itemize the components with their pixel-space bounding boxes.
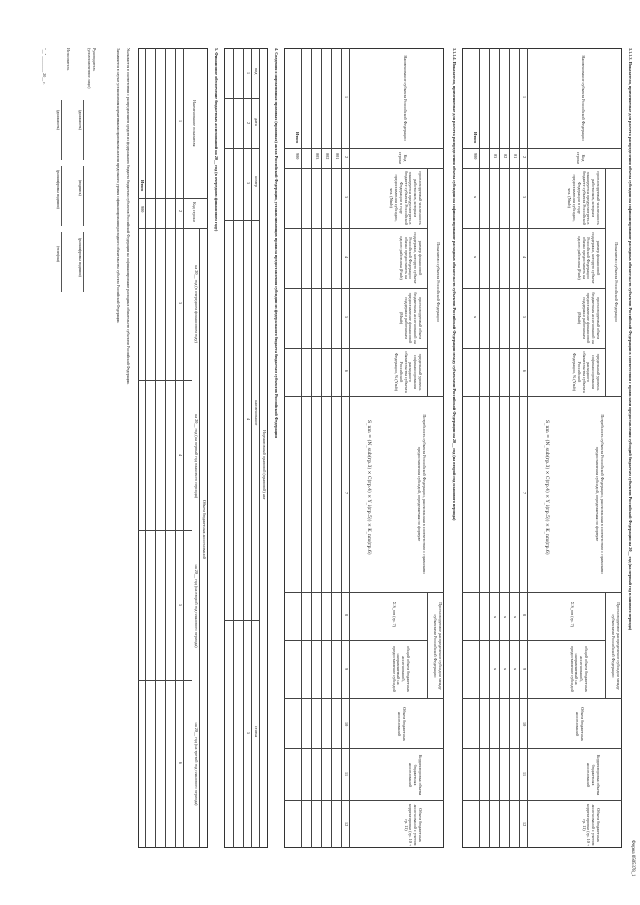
s2-col-group: Показатели субъекта Российской Федерации	[436, 242, 441, 322]
s1-total-x: x	[473, 256, 478, 259]
s1-num-5: 5	[522, 316, 527, 319]
sig-name: (расшифровка подписи)	[78, 238, 82, 277]
sig-signature: (подпись)	[78, 180, 82, 196]
s1-num-7: 7	[522, 492, 527, 495]
section4-title: 5. Финансовое обеспечение бюджетных ассигнований на 20__ год (в очередном финансовом году)	[214, 48, 219, 232]
s1-total-x: x	[473, 196, 478, 199]
s1-row-code: 03	[493, 154, 498, 159]
s2-num-5: 5	[344, 316, 349, 319]
s4-num-1: 1	[178, 120, 183, 123]
s1-col-c11: Корректировка объема бюджетных ассигнований	[586, 754, 601, 796]
s4-col-code: Код строки	[192, 202, 197, 222]
s2-col-c7: Потребность субъекта Российской Федерации, рассчитанная в соответствии с правилами предоставления субсидий, определяемая по формуле	[417, 414, 427, 574]
s4-group: Объем бюджетных ассигнований	[202, 500, 207, 560]
s1-col-c3: прогнозируемый численность работников, которым планируется предусмотреть в бюджете субъекта Российской Федерации в году предоставления субсидии, чел. (Nsub)	[567, 171, 601, 225]
s1-num-6: 6	[522, 370, 527, 373]
s2-col-c3: прогнозируемый численность работников, которым планируется предусмотреть в бюджете субъекта Российской Федерации в году предоставления субсидии, чел. (Nsub)	[389, 171, 423, 225]
s4-period-3: на 20__ год (на второй год планового периода)	[194, 564, 199, 648]
s1-row-x: x	[513, 616, 518, 619]
s1-col-dist: Прогнозируемое распределение субсидии между субъектами Российской Федерации	[611, 602, 621, 690]
s1-num-1: 1	[522, 96, 527, 99]
s2-num-12: 12	[344, 822, 349, 827]
s2-num-1: 1	[344, 96, 349, 99]
s3-col-vid: вид	[254, 68, 259, 75]
s3-num-2: 2	[246, 122, 251, 125]
s1-num-9: 9	[522, 668, 527, 671]
s2-col-c8: Σ S_nm (гр. 7)	[392, 602, 397, 628]
s1-row-code: 01	[513, 154, 518, 159]
section3-title: 4. Сведения о нормативных правовых (правовых) актах Российской Федерации, устанавливающих правила предоставления субсидии из федерального бюджета бюджетам субъектов Российской Федерации	[274, 48, 279, 438]
sig-position: (должность)	[78, 110, 82, 130]
s3-col-article: статья	[254, 726, 259, 738]
s2-num-10: 10	[344, 722, 349, 727]
footnote-2: Заполняется в случае установления нормативными правовыми актами предельного уровня софинансирования расходного обязательства субъекта Российской Федерации.	[116, 48, 120, 324]
s1-num-3: 3	[522, 196, 527, 199]
section2-title: 3.1.1.4. Показатели, применяемые для расчета распределения объема субсидии на софинансирование расходных обязательств субъектов Российской Федерации между субъектами Российской Федерации на 20__ год (на второй год планового периода)	[452, 48, 457, 521]
s1-col-c4: размер финансовой поддержки, которую субъект Российской Федерации обязан предоставить на одного работника (Fsub)	[576, 232, 601, 284]
s2-num-8: 8	[344, 614, 349, 617]
s2-col-dist: Прогнозируемое распределение субсидии между субъектами Российской Федерации	[433, 602, 443, 690]
s1-col-name: Наименование субъекта Российской Федерации	[581, 55, 586, 141]
s1-total-x: x	[473, 316, 478, 319]
s2-row-code: 003	[315, 153, 320, 160]
s1-row-x: x	[503, 668, 508, 671]
sig-head-label: Руководитель (уполномоченное лицо)	[87, 48, 97, 89]
s4-period-4: на 20__ год (на третий год планового периода)	[194, 722, 199, 806]
s2-row-code: 002	[325, 153, 330, 160]
s1-num-8: 8	[522, 614, 527, 617]
s1-col-c8: Σ S_nm (гр. 7)	[570, 602, 575, 628]
s4-num-5: 5	[178, 604, 183, 607]
s2-col-c5: прогнозируемый объем бюджетных ассигнований на предоставление финансовой поддержки работникам (Msub)	[398, 292, 423, 344]
s3-col-name: наименование	[254, 400, 259, 426]
s1-row-code: 02	[503, 154, 508, 159]
s1-col-c12: Объем бюджетных ассигнований с учетом корректировки (гр. 10 + гр. 11)	[581, 803, 601, 847]
s3-group: Нормативный правовой (правовой) акт	[262, 430, 267, 500]
s2-row-code: 001	[335, 153, 340, 160]
s2-num-2: 2	[344, 156, 349, 159]
s2-col-name: Наименование субъекта Российской Федерации	[403, 55, 408, 141]
s4-period-1: на 20__ год (в очередном финансовом году)	[194, 265, 199, 343]
s2-num-11: 11	[344, 772, 349, 777]
s1-total-code: 900	[473, 153, 478, 160]
s4-period-2: на 20__ год (на первый год планового периода)	[194, 413, 199, 499]
s3-num-1: 1	[246, 72, 251, 75]
s1-row-x: x	[493, 668, 498, 671]
s4-col-name: Наименование показателя	[192, 100, 197, 147]
s1-row-x: x	[513, 668, 518, 671]
s2-num-6: 6	[344, 370, 349, 373]
s2-col-c4: размер финансовой поддержки, которую субъект Российской Федерации обязан предоставить на одного работника (Fsub)	[398, 232, 423, 284]
sig-exec-position: (должность)	[56, 110, 60, 130]
s1-col-c9: общий объем бюджетных ассигнований, направляемый на предоставление субсидий	[569, 645, 589, 692]
s1-num-12: 12	[522, 822, 527, 827]
s4-num-2: 2	[178, 210, 183, 213]
s3-num-4: 4	[246, 418, 251, 421]
s2-col-c9: общий объем бюджетных ассигнований, направляемый на предоставление субсидий	[391, 645, 411, 692]
s2-total-label: Итого	[295, 132, 300, 144]
s2-col-c12: Объем бюджетных ассигнований с учетом корректировки (гр. 10 + гр. 11)	[403, 803, 423, 847]
s1-num-10: 10	[522, 722, 527, 727]
sig-exec-phone: (телефон)	[56, 246, 60, 262]
s2-num-4: 4	[344, 256, 349, 259]
s2-total-code: 900	[295, 153, 300, 160]
s4-num-3: 3	[178, 302, 183, 305]
s3-col-number: номер	[254, 176, 259, 187]
s1-col-code: Код строки	[576, 151, 586, 165]
s2-num-9: 9	[344, 668, 349, 671]
s1-col-c5: прогнозируемый объем бюджетных ассигнований на предоставление финансовой поддержки работникам (Msub)	[576, 292, 601, 344]
s4-num-4: 4	[178, 454, 183, 457]
s3-col-date: дата	[254, 118, 259, 126]
s2-col-c10: Объем бюджетных ассигнований	[397, 707, 407, 741]
s2-num-7: 7	[344, 492, 349, 495]
s2-formula: S_nm = (N_sub(гр.3) × C(гр.4) × Y_i(гр.5)) × K_nm(гр.6)	[366, 420, 371, 555]
s4-num-6: 6	[178, 762, 183, 765]
s1-num-4: 4	[522, 256, 527, 259]
s1-col-c7: Потребность субъекта Российской Федерации, рассчитанная в соответствии с правилами предоставления субсидий, определяемая по формуле	[595, 414, 605, 574]
s1-total-label: Итого	[473, 132, 478, 144]
s1-formula: S_nm = (N_sub(гр.3) × C(гр.4) × Y_i(гр.5)) × K_nm(гр.6)	[544, 420, 549, 555]
s2-num-3: 3	[344, 196, 349, 199]
form-code: Форма 0505378_1	[630, 840, 635, 877]
sig-executor-label: Исполнитель	[66, 48, 71, 71]
s2-col-code: Код строки	[398, 151, 408, 165]
s1-row-x: x	[493, 616, 498, 619]
s4-total-code: 900	[140, 206, 145, 213]
s1-num-11: 11	[522, 772, 527, 777]
sig-exec-name: (расшифровка подписи)	[56, 170, 60, 209]
s4-total-label: Итого	[140, 180, 145, 192]
s1-num-2: 2	[522, 156, 527, 159]
s2-col-c6: предельный уровень софинансирования расходного обязательства субъекта Российской Федерации, % (Ysub)	[394, 351, 423, 393]
section1-title: 3.1.1.3. Показатели, применяемые для расчета распределения объема субсидии на софинансирование расходных обязательств субъектов Российской Федерации в соответствии с правилами предоставления субсидий бюджетам субъектов Российской Федерации на 20__ год (на первый год планового периода)	[628, 48, 633, 631]
sig-date: "__" ________ 20__ г.	[42, 48, 47, 85]
s2-col-c11: Корректировка объема бюджетных ассигнований	[408, 754, 423, 796]
s1-col-group: Показатели субъекта Российской Федерации	[614, 242, 619, 322]
s1-col-c6: предельный уровень софинансирования расходного обязательства субъекта Российской Федерации, % (Ysub)	[572, 351, 601, 393]
s3-num-3: 3	[246, 182, 251, 185]
s1-col-c10: Объем бюджетных ассигнований	[575, 707, 585, 741]
s1-row-x: x	[503, 616, 508, 619]
footnote-1: Указывается в соответствии с распределением средств из федерального бюджета бюджетам субъектов Российской Федерации на софинансирование расходных обязательств субъектов Российской Федерации.	[126, 48, 130, 385]
s3-num-5: 5	[246, 732, 251, 735]
